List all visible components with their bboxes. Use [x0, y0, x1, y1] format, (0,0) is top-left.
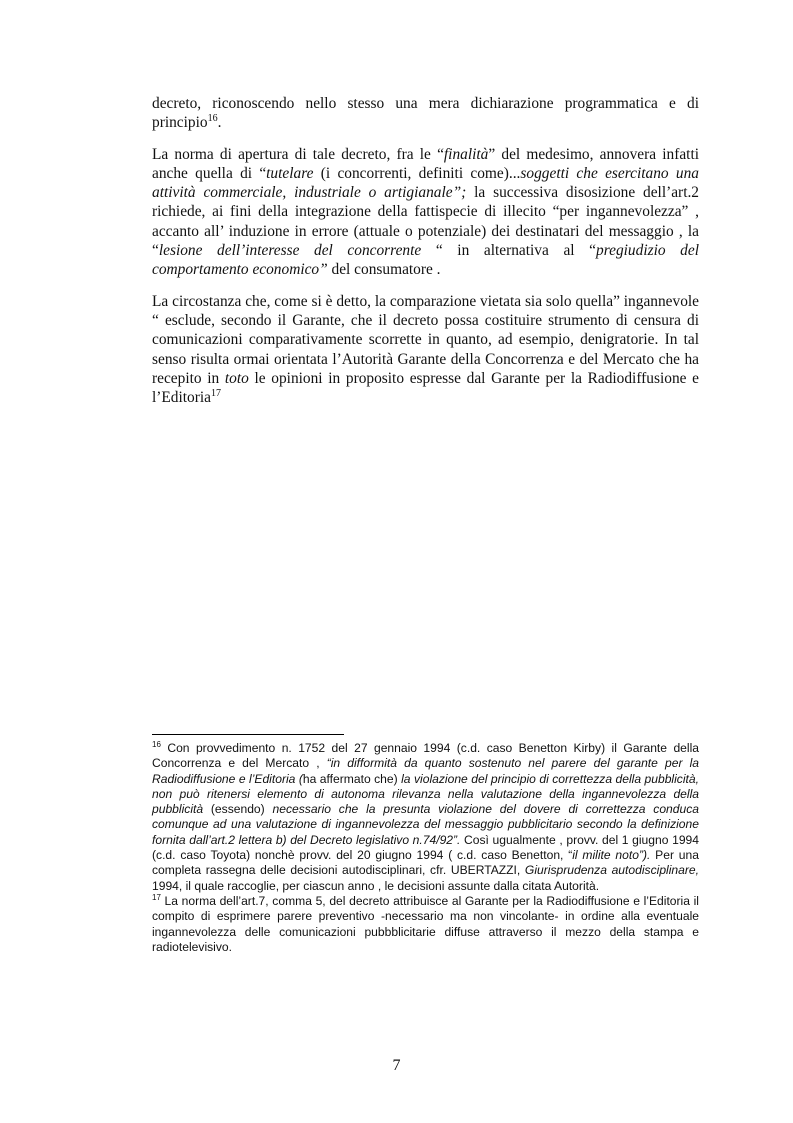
italic-text: il milite noto”).: [572, 848, 651, 863]
text-run: “ in alternativa al “: [421, 242, 597, 260]
text-run: ha affermato che): [302, 771, 402, 786]
body-text: [152, 94, 699, 419]
text-run: La norma di apertura di tale decreto, fra le “: [152, 145, 444, 163]
text-run: (essendo): [203, 802, 273, 817]
text-run: decreto, riconoscendo nello stesso una mera dichiarazione programmatica e di principio: [152, 95, 699, 132]
italic-text: soggetti che esercitano una attività commerciale, industriale o artigianale”;: [152, 164, 699, 202]
italic-text: tutelare: [266, 164, 314, 182]
italic-text: “in difformità da quanto sostenuto nel parere del garante per la Radiodiffusione e l’Editoria (: [152, 756, 699, 786]
text-run: la successiva disosizione dell’art.2 richiede, ai fini della integrazione della fattispecie di illecito “per ingannevolezza” , accanto all’ induzione in errore (attuale o potenziale) dei destinatari del messaggio , la “: [152, 184, 700, 260]
text-run: ” del medesimo, annovera infatti anche quella di “: [152, 145, 699, 182]
text-run: (i concorrenti, definiti come)...: [313, 164, 521, 182]
text-run: del consumatore .: [327, 261, 441, 279]
text-run: La norma dell’art.7, comma 5, del decreto attribuisce al Garante per la Radiodiffusione e l’Editoria il compito di esprimere parere preventivo -necessario ma non vincolante- in ordine alla eventuale ingannevolezza delle comunicazioni pubbblicitarie diffuse attraverso il mezzo della stampa e radiotelevisivo.: [152, 893, 699, 954]
footnote-16: [152, 741, 699, 894]
paragraph-continuation: [152, 94, 699, 133]
text-run: Per una completa rassegna delle decisioni autodisciplinari, cfr. UBERTAZZI,: [152, 848, 699, 878]
text-run: .: [217, 114, 222, 132]
footnote-reference: 17: [210, 388, 221, 400]
text-run: le opinioni in proposito espresse dal Garante per la Radiodiffusione e l’Editoria: [152, 369, 699, 407]
italic-text: necessario che la presunta violazione del dovere di correttezza conduca comunque ad una valutazione di ingannevolezza del messaggio pubblicitario secondo la definizione fornita dall’art.2 lettera b) del Decreto legislativo n.74/92”.: [152, 802, 700, 847]
paragraph-finalita: [152, 145, 699, 280]
footnote-separator: [152, 734, 344, 735]
footnote-reference: 17: [152, 892, 161, 902]
paragraph-circostanza: [152, 292, 699, 408]
text-run: Così ugualmente , provv. del 1 giugno 1994 (c.d. caso Toyota) nonchè provv. del 20 giugno 1994 ( c.d. caso Benetton, “: [152, 832, 699, 863]
text-run: 1994, il quale raccoglie, per ciascun anno , le decisioni assunte dalla citata Autorità.: [152, 878, 600, 893]
italic-text: la violazione del principio di correttezza della pubblicità, non può ritenersi elemento di autonoma rilevanza nella valutazione della ingannevolezza della pubblicità: [152, 771, 699, 817]
italic-text: lesione dell’interesse del concorrente: [158, 242, 422, 260]
footnotes: [152, 741, 699, 955]
footnote-reference: 16: [207, 113, 218, 125]
footnote-reference: 16: [152, 739, 161, 749]
text-run: La circostanza che, come si è detto, la comparazione vietata sia solo quella” ingannevole “ esclude, secondo il Garante, che il decreto possa costituire strumento di censura di comunicazioni comparativamente scorrette in quanto, ad esempio, denigratorie. In tal senso risulta ormai orientata l’Autorità Garante della Concorrenza e del Mercato che ha recepito in: [152, 292, 699, 387]
page-number: 7: [392, 1057, 401, 1074]
text-run: Con provvedimento n. 1752 del 27 gennaio 1994 (c.d. caso Benetton Kirby) il Garante della Concorrenza e del Mercato ,: [152, 741, 699, 771]
italic-text: Giurisprudenza autodisciplinare,: [524, 863, 699, 878]
italic-text: pregiudizio del comportamento economico”: [152, 242, 699, 279]
italic-text: toto: [224, 369, 249, 387]
italic-text: finalità: [443, 145, 489, 163]
footnote-17: [152, 894, 699, 955]
